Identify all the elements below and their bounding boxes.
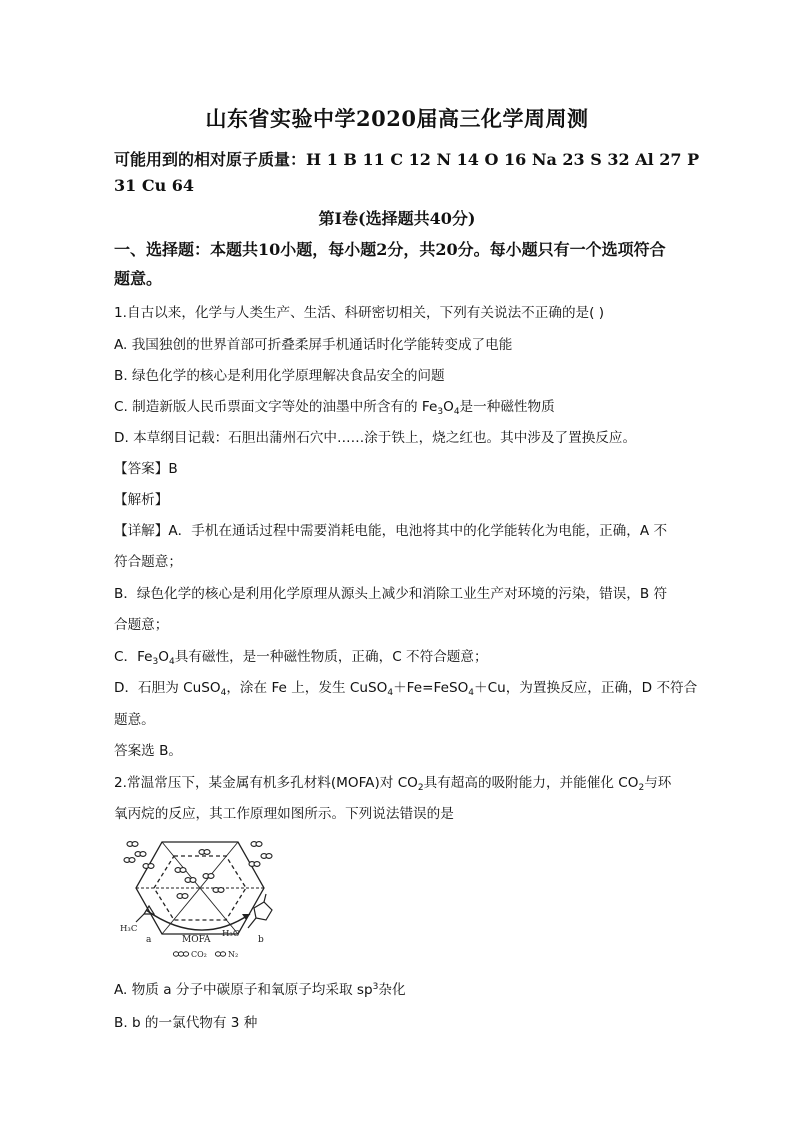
- mofa-reaction-figure: [114, 830, 284, 962]
- analysis-label: 【解析】: [114, 492, 169, 508]
- page-title: 山东省实验中学2020届高三化学周周测: [205, 106, 589, 131]
- legend-n2: N₂: [228, 950, 239, 959]
- label-a: a: [146, 935, 152, 945]
- question-2-stem-line-2: 氧丙烷的反应，其工作原理如图所示。下列说法错误的是: [114, 806, 454, 822]
- n2-legend-icon: [215, 952, 220, 956]
- detail-a-line-1: 【详解】A．手机在通话过程中需要消耗电能，电池将其中的化学能转化为电能，正确，A 不: [114, 523, 668, 539]
- question-1-option-b: B. 绿色化学的核心是利用化学原理解决食品安全的问题: [114, 368, 445, 384]
- question-1-stem: 1.自古以来，化学与人类生产、生活、科研密切相关，下列有关说法不正确的是( ): [114, 305, 605, 321]
- question-2-option-b: B. b 的一氯代物有 3 种: [114, 1015, 258, 1031]
- question-2-option-a: A. 物质 a 分子中碳原子和氧原子均采取 $sp^3$杂化: [114, 982, 406, 998]
- question-1-option-a: A. 我国独创的世界首部可折叠柔屏手机通话时化学能转变成了电能: [114, 337, 513, 353]
- detail-d-line-2: 题意。: [114, 712, 155, 728]
- part-heading-line-1: 一、选择题：本题共10小题，每小题2分，共20分。每小题只有一个选项符合: [114, 240, 666, 259]
- label-b: b: [258, 935, 264, 945]
- answer-label: 【答案】B: [114, 461, 178, 477]
- co2-legend-icon: [173, 952, 178, 956]
- legend-co2: CO₂: [191, 950, 207, 959]
- question-1-option-c: C. 制造新版人民币票面文字等处的油墨中所含有的 $Fe_3O_4$是一种磁性物质: [114, 399, 555, 417]
- detail-b-line-1: B．绿色化学的核心是利用化学原理从源头上减少和消除工业生产对环境的污染，错误，B 符: [114, 586, 668, 602]
- detail-c-line: C．$Fe_3O_4$具有磁性，是一种磁性物质，正确，C 不符合题意；: [114, 649, 488, 667]
- part-heading-line-2: 题意。: [114, 269, 163, 288]
- h3c-right-label: H₃C: [222, 929, 240, 939]
- h3c-left-label: H₃C: [120, 924, 138, 934]
- question-2-stem-line-1: 2.常温常压下，某金属有机多孔材料(MOFA)对 $CO_2$具有超高的吸附能力，并能催化 $CO_2$与环: [114, 775, 672, 793]
- detail-d-line-1: D．石胆为 CuSO$_4$，涂在 Fe 上，发生 CuSO$_4$＋Fe=FeSO$_4$＋Cu，为置换反应，正确，D 不符合: [114, 680, 698, 698]
- detail-a-line-2: 符合题意；: [114, 554, 182, 570]
- question-1-option-d: D. 本草纲目记载：石胆出蒲州石穴中……涂于铁上，烧之红也。其中涉及了置换反应。: [114, 430, 637, 446]
- section-title: 第Ⅰ卷(选择题共40分): [318, 209, 476, 228]
- conclusion: 答案选 B。: [114, 743, 183, 759]
- atomic-masses-line-1: 可能用到的相对原子质量：H 1 B 11 C 12 N 14 O 16 Na 23 S 32 Al 27 P: [114, 150, 700, 169]
- mofa-label: MOFA: [182, 935, 211, 945]
- detail-b-line-2: 合题意；: [114, 617, 169, 633]
- atomic-masses-line-2: 31 Cu 64: [114, 176, 195, 195]
